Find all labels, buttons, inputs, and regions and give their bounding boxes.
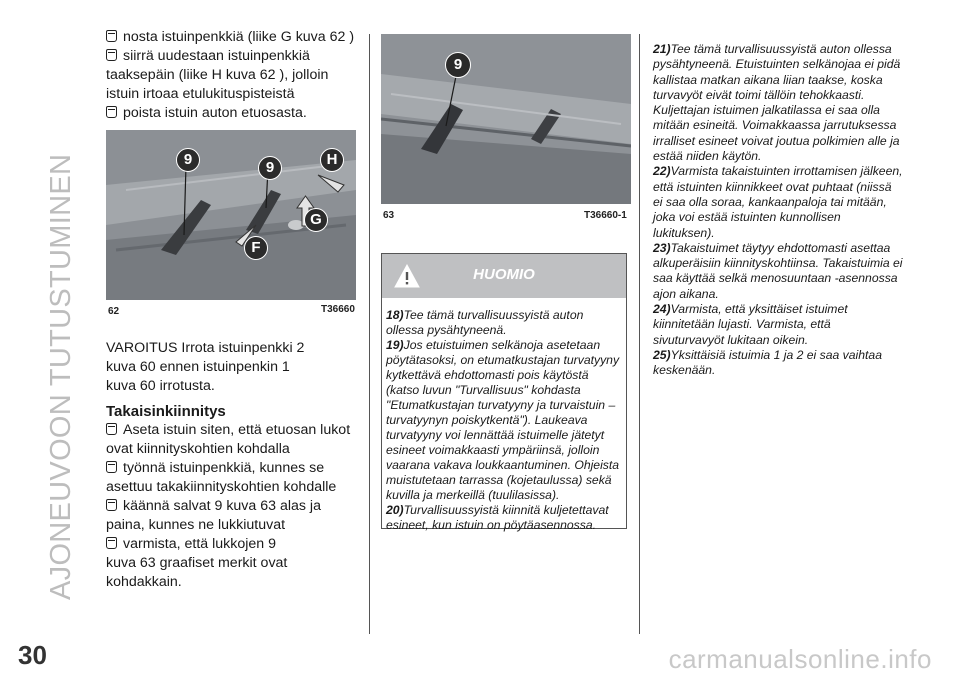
column-divider-1 [369, 34, 370, 634]
bullet-item [106, 497, 366, 516]
page-number: 30 [18, 640, 47, 670]
bullet-item [106, 421, 366, 440]
note-text: Varmista, että yksittäiset istuimet kiinnitetään lujasti. Varmista, että sivuturvavyöt lukitaan oikein. [653, 302, 848, 347]
bullet-text: käännä salvat 9 kuva 63 alas ja [123, 498, 321, 514]
note-22 [653, 164, 903, 240]
figure-label-F: F [244, 236, 268, 260]
figure-63-image [381, 34, 631, 204]
note-18 [386, 308, 622, 338]
figure-label-H: H [320, 148, 344, 172]
figure-63-number: 63 [383, 210, 395, 221]
note-21 [653, 42, 903, 164]
side-chapter-title [30, 40, 82, 600]
note-number: 19) [386, 338, 404, 352]
figure-62-number: 62 [108, 306, 120, 317]
bullet-text-cont: kuva 63 graafiset merkit ovat [106, 555, 288, 571]
bullet-icon [106, 30, 117, 42]
warning-line: VAROITUS Irrota istuinpenkki 2 [106, 340, 305, 356]
note-number: 25) [653, 347, 671, 362]
note-24 [653, 302, 903, 348]
note-19 [386, 338, 622, 503]
bullet-text: nosta istuinpenkkiä (liike G kuva 62 ) [123, 29, 355, 45]
bullet-text-cont: kohdakkain. [106, 574, 182, 590]
side-title-svg [30, 40, 82, 600]
figure-62-image [106, 130, 356, 300]
figure-63-label-9: 9 [445, 52, 471, 78]
bullet-item [106, 104, 356, 123]
note-text: Jos etuistuimen selkänoja asetetaan pöytätasoksi, on etumatkustajan turvatyyny kytkettävä ehdottomasti pois käytöstä (katso luvun "Turvallisuus" kohdasta "Etumatkustajan turvatyyny ja turvaistuin – turvatyynyn poiskytkentä"). Laukeava turvatyyny voi lennättää istuimelle jätetyt esineet voimakkaasti ympäriinsä, jolloin vaarana vakava loukkaantuminen. Ohjeista muistutetaan tarrassa (kojetaulussa) sekä kuvilla ja merkeillä (tuulilasissa). [386, 338, 620, 502]
note-number: 21) [653, 42, 671, 56]
note-text: Turvallisuussyistä kiinnitä kuljetettavat esineet, kun istuin on pöytäasennossa. [386, 503, 609, 532]
column-3-notes [653, 42, 903, 379]
note-number: 23) [653, 240, 671, 255]
huomio-body [382, 298, 626, 537]
bullet-text-cont: ovat kiinnityskohtien kohdalla [106, 441, 290, 457]
bullet-text: poista istuin auton etuosasta. [123, 105, 307, 121]
bullet-item [106, 459, 366, 478]
bullet-text: siirrä uudestaan istuinpenkkiä [123, 48, 310, 64]
bullet-icon [106, 499, 117, 511]
bullet-text-cont: paina, kunnes ne lukkiutuvat [106, 517, 286, 533]
note-text: Yksittäisiä istuimia 1 ja 2 ei saa vaihtaa keskenään. [653, 347, 882, 378]
column-1-top [106, 28, 356, 123]
figure-label-9a: 9 [176, 148, 200, 172]
figure-62-code: T36660 [321, 304, 355, 315]
note-number: 22) [653, 164, 671, 179]
bullet-text: varmista, että lukkojen 9 [123, 536, 276, 552]
note-text: Tee tämä turvallisuussyistä auton ollessa pysähtyneenä. Etuistuinten selkänojaa ei pidä kallistaa matkan aikana liian taakse, koska turvavyöt eivät toimi tällöin tehokkaasti. Kuljettajan istuimen jalkatilassa ei saa olla mitään esineitä. Voimakkaassa jarrutuksessa irralliset esineet voivat joutua polkimien alle ja estää niiden käytön. [653, 42, 901, 164]
note-text: Tee tämä turvallisuussyistä auton ollessa pysähtyneenä. [386, 308, 584, 337]
bullet-item [106, 535, 366, 554]
huomio-header [382, 254, 626, 298]
note-25 [653, 348, 903, 379]
warning-line: kuva 60 ennen istuinpenkin 1 [106, 359, 290, 375]
note-20 [386, 503, 622, 533]
figure-63-code: T36660-1 [584, 210, 627, 221]
note-23 [653, 241, 903, 302]
figure-label-9b: 9 [258, 156, 282, 180]
bullet-text: Aseta istuin siten, että etuosan lukot [123, 422, 351, 438]
side-title-text: AJONEUVOON TUTUSTUMINEN [45, 153, 77, 600]
bullet-item [106, 47, 356, 66]
huomio-title: HUOMIO [473, 266, 535, 283]
bullet-icon [106, 461, 117, 473]
column-1-bottom [106, 339, 366, 592]
bullet-icon [106, 106, 117, 118]
warning-line: kuva 60 irrotusta. [106, 378, 215, 394]
bullet-text: työnnä istuinpenkkiä, kunnes se [123, 460, 325, 476]
bullet-icon [106, 537, 117, 549]
bullet-text-cont: asettuu takakiinnityskohtien kohdalle [106, 479, 337, 495]
note-number: 24) [653, 302, 671, 317]
bullet-item [106, 28, 356, 47]
note-number: 18) [386, 308, 404, 322]
subheading: Takaisinkiinnitys [106, 403, 226, 420]
note-text: Takaistuimet täytyy ehdottomasti asettaa alkuperäisiin kiinnityskohtiinsa. Takaistuimia ei saa käyttää selkä menosuuntaan -asennossa ajon aikana. [653, 240, 903, 301]
column-divider-2 [639, 34, 640, 634]
note-number: 20) [386, 503, 404, 517]
figure-label-G: G [304, 208, 328, 232]
huomio-box [381, 253, 627, 532]
watermark-text: carmanualsonline.info [668, 644, 932, 674]
bullet-icon [106, 49, 117, 61]
bullet-icon [106, 423, 117, 435]
note-text: Varmista takaistuinten irrottamisen jälkeen, että istuinten kiinnikkeet ovat puhtaat (niissä ei saa olla soraa, kankaanpaloja tai mitään, joka voi estää istuinten kunnollisen lukituksen). [653, 164, 903, 240]
bullet-text-cont: istuin irtoaa etulukituspisteistä [106, 86, 295, 102]
bullet-text-cont: taaksepäin (liike H kuva 62 ), jolloin [106, 67, 329, 83]
figure-63-drawing [381, 34, 631, 204]
